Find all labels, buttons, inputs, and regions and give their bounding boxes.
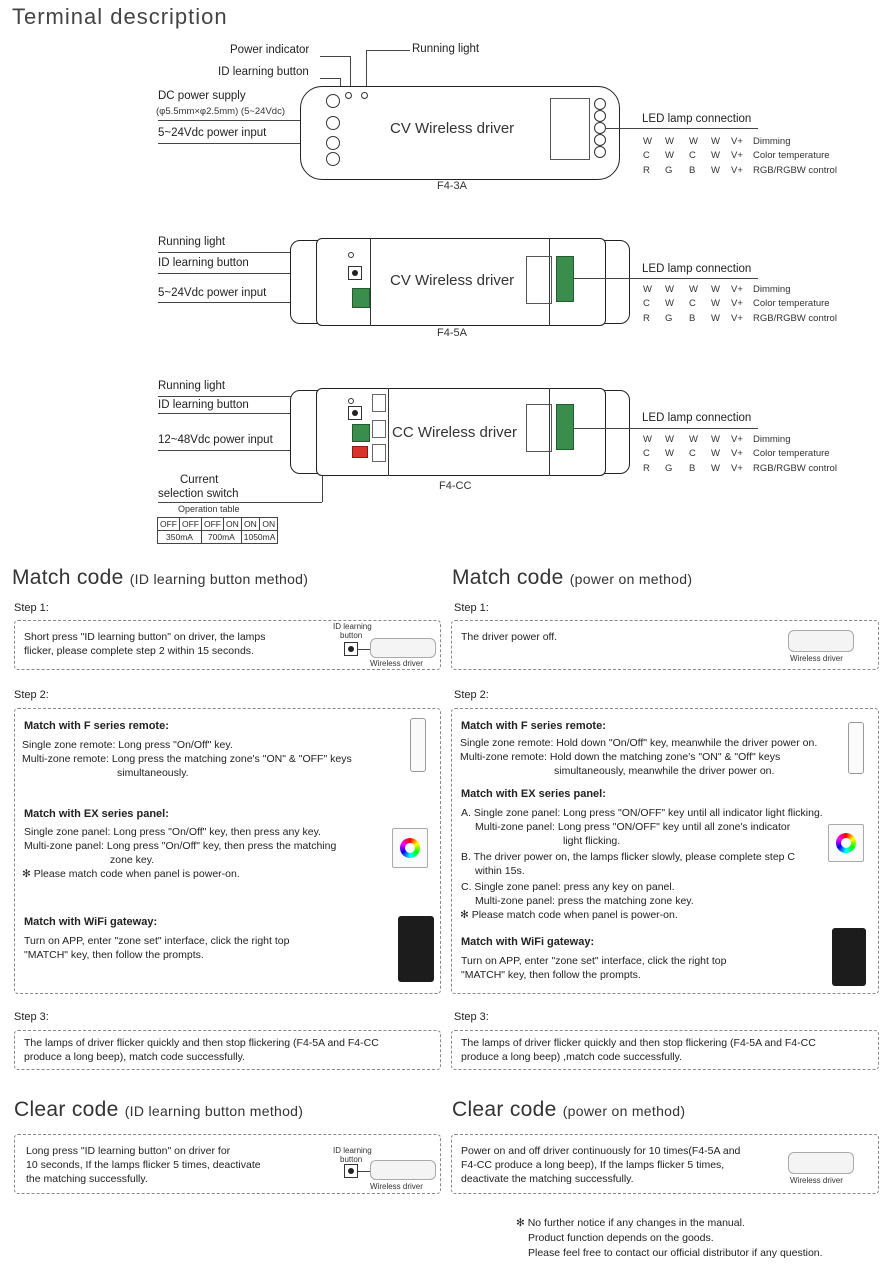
ex-text-a1: A. Single zone panel: Long press "ON/OFF" key until all indicator light flicking. <box>461 807 823 819</box>
wifi-text: Turn on APP, enter "zone set" interface, click the right top <box>24 935 290 947</box>
operation-table-row: 350mA 700mA 1050mA <box>158 531 278 544</box>
clear-text-3: deactivate the matching successfully. <box>461 1173 634 1185</box>
wireless-driver-image <box>370 638 436 658</box>
phone-app-icon <box>832 928 866 986</box>
ex-series-text: Single zone panel: Long press "On/Off" key, then press any key. <box>24 826 321 838</box>
footer-note-2: Product function depends on the goods. <box>528 1232 714 1244</box>
f4-cc-output-terminal <box>556 404 574 450</box>
f4-3a-caption: F4-3A <box>437 180 467 192</box>
step3-text: The lamps of driver flicker quickly and then stop flickering (F4-5A and F4-CC <box>24 1037 379 1049</box>
id-learning-button-label: ID learning button <box>218 66 309 78</box>
power-input-label: 5~24Vdc power input <box>158 287 267 299</box>
step3-label: Step 3: <box>14 1011 49 1023</box>
wifi-text-2: "MATCH" key, then follow the prompts. <box>461 969 641 981</box>
running-light-label: Running light <box>158 236 226 248</box>
ex-text-c1: C. Single zone panel: press any key on panel. <box>461 881 675 893</box>
wireless-driver-caption: Wireless driver <box>370 659 423 668</box>
current-switch-label: Current <box>180 474 219 486</box>
power-input-label: 12~48Vdc power input <box>158 434 273 446</box>
ex-series-title: Match with EX series panel: <box>24 808 169 820</box>
step2-label: Step 2: <box>14 689 49 701</box>
clear-text-2: 10 seconds, If the lamps flicker 5 times, deactivate <box>26 1159 261 1171</box>
wireless-driver-image <box>788 630 854 652</box>
wireless-driver-caption: Wireless driver <box>790 654 843 663</box>
ex-text-c2: Multi-zone panel: press the matching zone key. <box>475 895 694 907</box>
clear-text-2: F4-CC produce a long beep), If the lamps flicker 5 times, <box>461 1159 725 1171</box>
f4-3a-run-led <box>361 92 368 99</box>
step1-label: Step 1: <box>14 602 49 614</box>
f4-cc-dip-switch <box>352 446 368 458</box>
wireless-driver-caption: Wireless driver <box>790 1176 843 1185</box>
ex-series-note: ✻ Please match code when panel is power-on. <box>22 868 240 880</box>
running-light-label: Running light <box>412 43 480 55</box>
f4-5a-output-terminal <box>556 256 574 302</box>
f4-5a-driver-name: CV Wireless driver <box>390 272 515 289</box>
id-button-label: ID learning <box>333 1146 372 1155</box>
operation-table-row: OFF OFF OFF ON ON ON <box>158 518 278 531</box>
f-series-text-3: simultaneously, meanwhile the driver power on. <box>554 765 775 777</box>
operation-table <box>157 517 278 544</box>
ex-series-text-2: Multi-zone panel: Long press "On/Off" key, then press the matching <box>24 840 337 852</box>
f-series-text-3: simultaneously. <box>117 767 189 779</box>
f4-3a-output-block <box>550 98 590 160</box>
ex-text-b1: B. The driver power on, the lamps flicker slowly, please complete step C <box>461 851 796 863</box>
ex-series-title: Match with EX series panel: <box>461 788 606 800</box>
f4-cc-driver-name: CC Wireless driver <box>392 424 518 441</box>
remote-icon <box>410 718 426 772</box>
step1-text: Short press "ID learning button" on driver, the lamps <box>24 631 266 643</box>
footer-note-3: Please feel free to contact our official distributor if any question. <box>528 1247 823 1259</box>
wireless-driver-image <box>788 1152 854 1174</box>
ex-text-a2: Multi-zone panel: Long press "ON/OFF" key until all zone's indicator <box>475 821 791 833</box>
footer-note: ✻ No further notice if any changes in the manual. <box>516 1217 745 1229</box>
id-learning-button-label: ID learning button <box>158 257 249 269</box>
dc-supply-label: DC power supply <box>158 90 246 102</box>
phone-app-icon <box>398 916 434 982</box>
id-learning-button-label: ID learning button <box>158 399 249 411</box>
page-title: Terminal description <box>12 4 228 29</box>
match-code-power-title: Match code (power on method) <box>452 566 693 589</box>
remote-icon <box>848 722 864 774</box>
f-series-text-2: Multi-zone remote: Long press the matching zone's "ON" & "OFF" keys <box>22 753 352 765</box>
f4-cc-power-terminal <box>352 424 370 442</box>
dc-supply-spec: (φ5.5mm×φ2.5mm) (5~24Vdc) <box>156 106 285 117</box>
wifi-text-2: "MATCH" key, then follow the prompts. <box>24 949 204 961</box>
wifi-text: Turn on APP, enter "zone set" interface, click the right top <box>461 955 727 967</box>
ex-note: ✻ Please match code when panel is power-on. <box>460 909 678 921</box>
f4-cc-caption: F4-CC <box>439 480 472 492</box>
led-connection-label: LED lamp connection <box>642 263 752 275</box>
f4-3a-power-led <box>345 92 352 99</box>
f4-3a-dc-jack <box>326 116 340 130</box>
step3-text: The lamps of driver flicker quickly and then stop flickering (F4-5A and F4-CC <box>461 1037 816 1049</box>
clear-code-id-title: Clear code (ID learning button method) <box>14 1098 304 1121</box>
step1-label: Step 1: <box>454 602 489 614</box>
clear-text-3: the matching successfully. <box>26 1173 148 1185</box>
clear-text: Long press "ID learning button" on driver for <box>26 1145 231 1157</box>
led-connection-label: LED lamp connection <box>642 113 752 125</box>
clear-code-power-title: Clear code (power on method) <box>452 1098 686 1121</box>
f-series-text: Single zone remote: Hold down "On/Off" key, meanwhile the driver power on. <box>460 737 818 749</box>
f-series-title: Match with F series remote: <box>461 720 606 732</box>
step2-label: Step 2: <box>454 689 489 701</box>
wifi-gateway-title: Match with WiFi gateway: <box>461 936 595 948</box>
f4-3a-id-button <box>326 94 340 108</box>
f-series-text: Single zone remote: Long press "On/Off" key. <box>22 739 233 751</box>
wireless-driver-caption: Wireless driver <box>370 1182 423 1191</box>
current-switch-label-2: selection switch <box>158 488 239 500</box>
power-input-label: 5~24Vdc power input <box>158 127 267 139</box>
wifi-gateway-title: Match with WiFi gateway: <box>24 916 158 928</box>
id-button-label-2: button <box>340 631 363 640</box>
id-button-label: ID learning <box>333 622 372 631</box>
id-button-label-2: button <box>340 1155 363 1164</box>
step3-label: Step 3: <box>454 1011 489 1023</box>
ex-text-a3: light flicking. <box>563 835 621 847</box>
operation-table-title: Operation table <box>178 504 240 514</box>
f4-5a-power-terminal <box>352 288 370 308</box>
f4-3a-driver-name: CV Wireless driver <box>390 120 515 137</box>
wireless-driver-image <box>370 1160 436 1180</box>
step1-text: The driver power off. <box>461 631 558 643</box>
f4-5a-caption: F4-5A <box>437 327 467 339</box>
running-light-label: Running light <box>158 380 226 392</box>
power-indicator-label: Power indicator <box>230 44 310 56</box>
ex-text-b2: within 15s. <box>475 865 525 877</box>
ex-series-text-3: zone key. <box>110 854 155 866</box>
step1-text-2: flicker, please complete step 2 within 15 seconds. <box>24 645 254 657</box>
f-series-text-2: Multi-zone remote: Hold down the matching zone's "ON" & "Off" keys <box>460 751 781 763</box>
match-code-id-title: Match code (ID learning button method) <box>12 566 309 589</box>
step3-text-2: produce a long beep) ,match code successfully. <box>461 1051 683 1063</box>
clear-text: Power on and off driver continuously for 10 times(F4-5A and <box>461 1145 741 1157</box>
step3-text-2: produce a long beep), match code successfully. <box>24 1051 246 1063</box>
f-series-title: Match with F series remote: <box>24 720 169 732</box>
led-connection-label: LED lamp connection <box>642 412 752 424</box>
